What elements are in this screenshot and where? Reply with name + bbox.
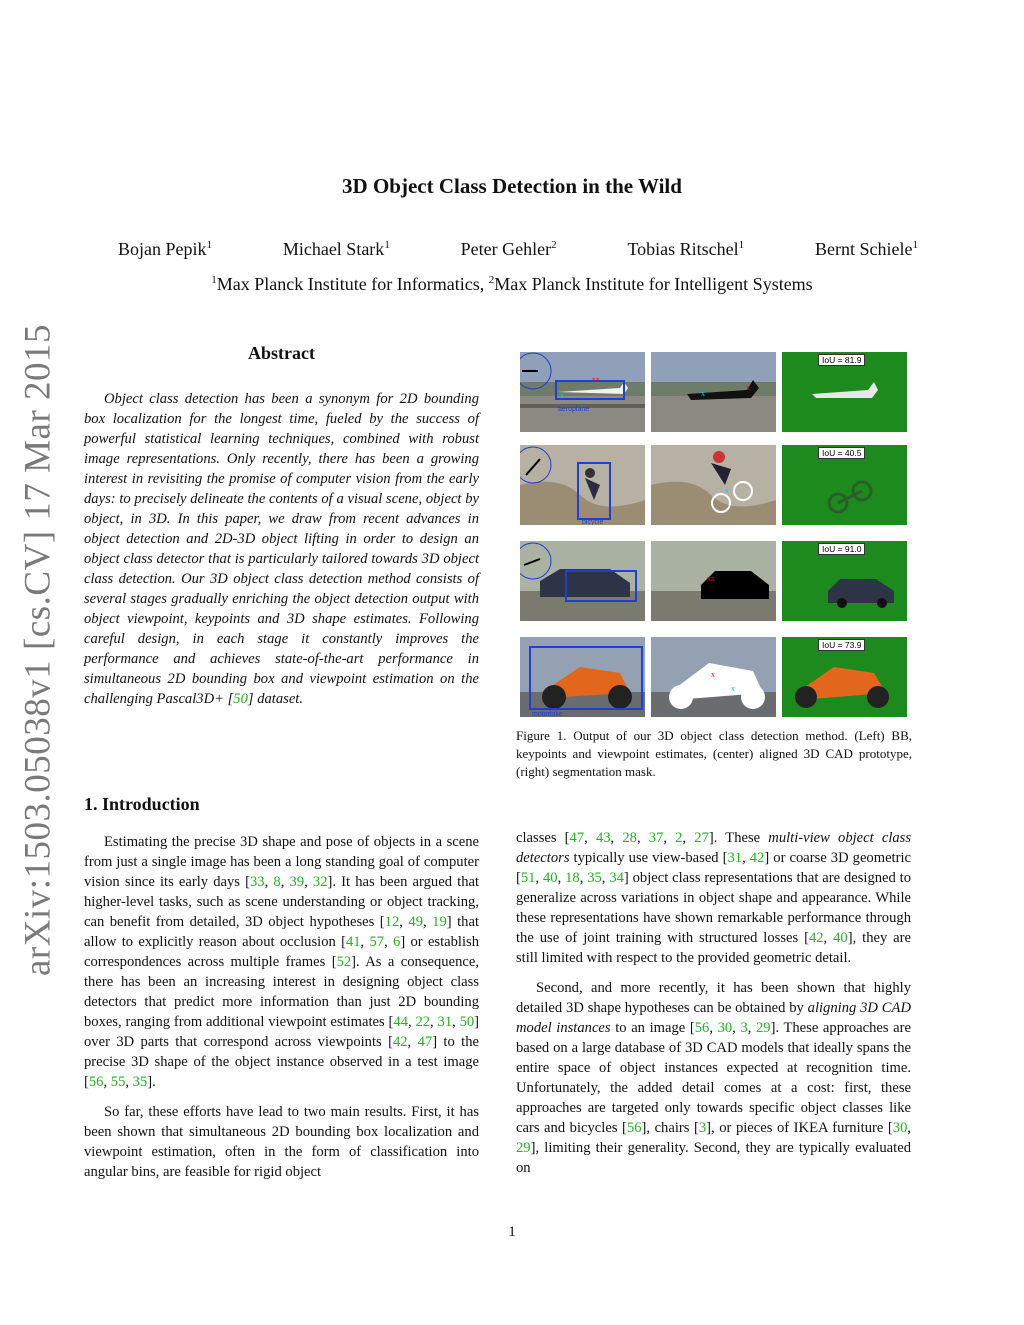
author: Bernt Schiele$^1$ [815,239,918,259]
body-text: , [579,870,588,886]
citation-link[interactable]: 35 [132,1074,148,1090]
figure-1 [516,343,912,723]
body-text: ] or establish correspondences across multiple frames [ [84,934,480,970]
body-text: , [584,830,596,846]
citation-link[interactable]: 30 [717,1020,733,1036]
citation-link[interactable]: 34 [609,870,624,886]
citation-link[interactable]: 39 [289,874,305,890]
body-text: , [407,1034,418,1050]
body-text: , [423,914,433,930]
citation-link[interactable]: 40 [833,930,848,946]
svg-text:xx: xx [592,375,600,384]
citation-link[interactable]: 3 [698,1120,707,1136]
paper-title: 3D Object Class Detection in the Wild [342,174,682,198]
citation-link[interactable]: 6 [393,934,401,950]
body-text: , [742,850,750,866]
citation-link[interactable]: 12 [384,914,400,930]
section-heading-introduction: 1. Introduction [84,794,200,814]
body-text: Estimating the precise 3D shape and pose of objects in a scene from just a single image has been a long standing goal of computer vision since its early days [ [84,834,479,890]
body-text: ], chairs [ [641,1120,699,1136]
body-text: , [747,1020,756,1036]
citation-link[interactable]: 57 [369,934,385,950]
body-text: ]. These approaches are based on a large database of 3D CAD models that ideally spans the entire space of object instances expected at recognition time. Unfortunately, the added detail comes at a cost: first, these approaches are targeted only towards specific object classes like cars and bicycles [ [516,1020,911,1136]
citation-link[interactable]: 28 [622,830,637,846]
body-text: ] to the precise 3D shape of the object instance observed in a test image [ [84,1034,480,1090]
citation-link[interactable]: 42 [808,930,824,946]
svg-text:x: x [711,670,715,679]
figure-image-aeroplane-cad [651,352,776,432]
citation-link[interactable]: 19 [432,914,447,930]
body-text: classes [ [516,830,570,846]
body-text: , [384,934,394,950]
citation-link[interactable]: 37 [648,830,664,846]
citation-link[interactable]: 42 [749,850,765,866]
body-text: , [732,1020,741,1036]
iou-label: IoU = 73.9 [818,639,865,651]
citation-link[interactable]: 51 [520,870,536,886]
right-column-body [516,828,911,1188]
body-text: ]. [147,1074,156,1090]
citation-link[interactable]: 33 [250,874,265,890]
citation-link[interactable]: 47 [569,830,585,846]
author: Peter Gehler$^2$ [460,239,557,259]
citation-link[interactable]: 29 [516,1140,531,1156]
svg-text:x: x [725,486,729,495]
body-text: , [535,870,543,886]
citation-link[interactable]: 42 [392,1034,408,1050]
author: Tobias Ritschel$^1$ [627,239,745,259]
citation-link[interactable]: 55 [110,1074,126,1090]
figure-image-car-cad [651,541,776,621]
body-text: , [125,1074,133,1090]
figure-image-aeroplane-detection [520,352,645,432]
abstract-heading: Abstract [248,343,315,363]
svg-text:xx: xx [707,574,715,583]
intro-paragraph-1 [84,832,479,1092]
citation-link[interactable]: 2 [675,830,683,846]
body-text: , [601,870,610,886]
body-text: , [103,1074,111,1090]
figure-image-bicycle-mask [782,445,907,525]
figure-image-motorbike-detection [520,637,645,717]
citation-link[interactable]: 40 [542,870,558,886]
citation-link[interactable]: 8 [273,874,281,890]
body-text: ]. As a consequence, there has been an increasing interest in designing object class detectors that predict more information than just 2D bounding boxes, ranging from additional viewpoint estimates [ [84,954,479,1030]
citation-link[interactable]: 43 [595,830,611,846]
figure-image-bicycle-detection [520,445,645,525]
body-text: , [407,1014,416,1030]
citation-link[interactable]: 27 [694,830,709,846]
body-text: ]. These [708,830,769,846]
figure-image-motorbike-mask [782,637,907,717]
figure-1-caption: Figure 1. Output of our 3D object class detection method. (Left) BB, keypoints and viewpoint estimates, (center) aligned 3D CAD prototype, (right) segmentation mask. [516,728,912,779]
emphasized-text: multi-view object class detectors [516,830,912,866]
body-text: , [264,874,274,890]
figure-image-bicycle-cad [651,445,776,525]
citation-link[interactable]: 56 [626,1120,642,1136]
svg-text:x: x [746,383,750,392]
body-text: ]. It has been argued that higher-level tasks, such as scene understanding or object tracking, can benefit from detailed, 3D object hypotheses [ [84,874,480,930]
body-text: ], they are still limited with respect to the provided geometric detail. [516,930,912,966]
svg-text:x: x [701,389,705,398]
figure-image-car-detection [520,541,645,621]
intro-paragraph-4 [516,978,911,1178]
body-text: , [907,1120,912,1136]
citation-link[interactable]: 18 [565,870,580,886]
body-text: ], limiting their generality. Second, they are typically evaluated on [516,1140,911,1176]
citation-link[interactable]: 49 [408,914,424,930]
iou-label: IoU = 40.5 [818,447,865,459]
body-text: typically use view-based [ [569,850,728,866]
body-text: to an image [ [610,1020,695,1036]
author-list [118,239,918,260]
citation-link[interactable]: 52 [336,954,352,970]
page-number: 1 [508,1224,516,1240]
svg-text:x: x [731,684,735,693]
citation-link[interactable]: 50 [233,691,248,707]
citation-link[interactable]: 50 [459,1014,475,1030]
citation-link[interactable]: 56 [694,1020,710,1036]
svg-text:aeroplane: aeroplane [558,406,590,413]
body-text: , [304,874,313,890]
citation-link[interactable]: 29 [756,1020,771,1036]
body-text: , [610,830,623,846]
figure-image-car-mask [782,541,907,621]
body-text: Second, and more recently, it has been shown that highly detailed 3D shape hypotheses can be obtained by [516,980,911,1016]
body-text: , [430,1014,438,1030]
citation-link[interactable]: 47 [417,1034,433,1050]
author: Michael Stark$^1$ [282,239,390,259]
body-text: So far, these efforts have lead to two main results. First, it has been shown that simultaneous 2D bounding box localization and viewpoint estimation, often in the form of classification into angular bins, are feasible for rigid object [84,1104,479,1180]
citation-link[interactable]: 3 [740,1020,748,1036]
author: Bojan Pepik$^1$ [118,239,212,259]
svg-text:bicycle: bicycle [582,519,604,525]
svg-text:motorbike: motorbike [532,711,563,717]
svg-text:x: x [560,391,564,400]
body-text: ] over 3D parts that correspond across viewpoints [ [84,1014,480,1050]
affiliations: $^1$Max Planck Institute for Informatics, $^2$Max Planck Institute for Intelligent Systems [211,274,813,294]
figure-image-aeroplane-mask [782,352,907,432]
body-text: ], or pieces of IKEA furniture [ [706,1120,893,1136]
left-column-body [84,832,479,1192]
citation-link[interactable]: 41 [345,934,361,950]
abstract-text: Object class detection has been a synonym for 2D bounding box localization for the longest time, fueled by the success of powerful statistical learning techniques, combined with robust image representations. Only recently, there has been a growing interest in revisiting the promise of computer vision from the early days: to precisely delineate the contents of a visual scene, object by object, in 3D. In this paper, we draw from recent advances in object detection and 2D-3D object lifting in order to design an object class detector that is particularly tailored towards 3D object class detection. Our 3D object class detection method consists of several stages gradually enriching the object detection output with object viewpoint, keypoints and 3D shape estimates. Following careful design, in each stage it constantly improves the performance and achieves state-of-the-art performance in simultaneous 2D bounding box and viewpoint estimation on the challenging Pascal3D+ [50] dataset. [84,391,479,707]
citation-link[interactable]: 35 [587,870,602,886]
body-text: ] that allow to explicitly reason about occlusion [ [84,914,480,950]
body-text: , [709,1020,718,1036]
iou-label: IoU = 91.0 [818,543,865,555]
arxiv-id: arXiv:1503.05038v1 [cs.CV] 17 Mar 2015 [17,323,59,977]
iou-label: IoU = 81.9 [818,354,865,366]
figure-image-motorbike-cad [651,637,776,717]
body-text: ] object class representations that are designed to generalize across variations in object shape and appearance. While these representations have shown remarkable performance through the use of joint training with structured losses [ [516,870,912,946]
body-text: , [452,1014,460,1030]
citation-link[interactable]: 31 [727,850,743,866]
body-text: , [399,914,409,930]
body-text: ] or coarse 3D geometric [ [516,850,911,886]
emphasized-text: aligning 3D CAD model instances [516,1000,911,1036]
body-text: , [682,830,695,846]
body-text: , [636,830,649,846]
body-text: , [663,830,676,846]
citation-link[interactable]: 56 [88,1074,104,1090]
citation-link[interactable]: 30 [892,1120,908,1136]
citation-link[interactable]: 32 [312,874,328,890]
body-text: , [823,930,834,946]
intro-paragraph-3 [516,828,911,968]
body-text: , [557,870,566,886]
body-text: , [360,934,370,950]
citation-link[interactable]: 22 [415,1014,431,1030]
citation-link[interactable]: 31 [437,1014,453,1030]
intro-paragraph-2 [84,1102,479,1182]
citation-link[interactable]: 44 [393,1014,408,1030]
body-text: , [280,874,290,890]
